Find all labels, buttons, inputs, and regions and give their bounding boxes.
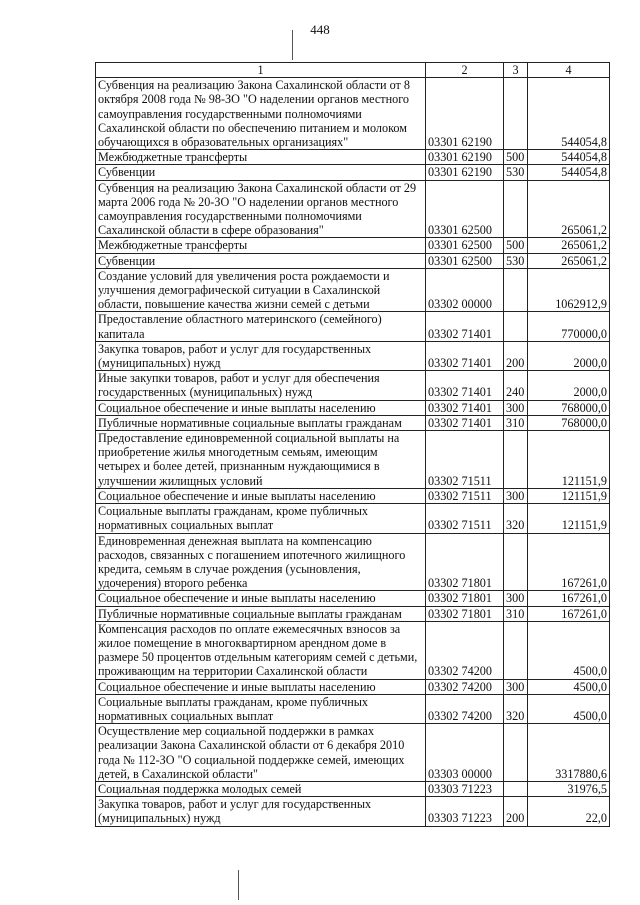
row-expense-type-cell: 300	[504, 679, 528, 694]
scan-artifact-line	[292, 30, 293, 60]
row-name-cell: Предоставление областного материнского (семейного) капитала	[96, 312, 426, 341]
table-row	[96, 431, 610, 489]
row-expense-type-cell: 300	[504, 591, 528, 606]
row-name-cell: Социальное обеспечение и иные выплаты населению	[96, 591, 426, 606]
header-col-4: 4	[528, 63, 610, 78]
row-name-cell: Создание условий для увеличения роста рождаемости и улучшения демографической ситуации в Сахалинской области, повышение качества жизни семей с детьми	[96, 268, 426, 312]
row-name-cell: Единовременная денежная выплата на компенсацию расходов, связанных с погашением ипотечного жилищного кредита, семьям в случае рождения (усыновления, удочерения) второго ребенка	[96, 533, 426, 591]
row-amount-cell: 4500,0	[528, 679, 610, 694]
row-expense-type-cell: 500	[504, 150, 528, 165]
row-expense-type-cell	[504, 724, 528, 782]
row-expense-type-cell: 200	[504, 341, 528, 370]
row-amount-cell: 4500,0	[528, 694, 610, 723]
row-code-cell: 03302 71401	[426, 312, 504, 341]
row-expense-type-cell: 300	[504, 488, 528, 503]
row-name-cell: Закупка товаров, работ и услуг для государственных (муниципальных) нужд	[96, 797, 426, 826]
row-amount-cell: 121151,9	[528, 488, 610, 503]
row-code-cell: 03302 71401	[426, 415, 504, 430]
row-expense-type-cell	[504, 180, 528, 238]
row-amount-cell: 544054,8	[528, 165, 610, 180]
row-name-cell: Предоставление единовременной социальной выплаты на приобретение жилья многодетным семьям, имеющим четырех и более детей, признанным нуждающимися в улучшении жилищных условий	[96, 431, 426, 489]
row-name-cell: Субвенция на реализацию Закона Сахалинской области от 8 октября 2008 года № 98-ЗО "О наделении органов местного самоуправления государственными полномочиями Сахалинской области по обеспечению питанием и молоком обучающихся в образовательных организациях"	[96, 78, 426, 150]
row-amount-cell: 770000,0	[528, 312, 610, 341]
table-row	[96, 400, 610, 415]
row-code-cell: 03301 62500	[426, 180, 504, 238]
row-amount-cell: 22,0	[528, 797, 610, 826]
header-col-3: 3	[504, 63, 528, 78]
row-expense-type-cell: 320	[504, 694, 528, 723]
row-code-cell: 03302 71511	[426, 488, 504, 503]
row-code-cell: 03302 71511	[426, 431, 504, 489]
row-code-cell: 03302 74200	[426, 679, 504, 694]
row-code-cell: 03302 71401	[426, 341, 504, 370]
table-row	[96, 591, 610, 606]
row-code-cell: 03302 71801	[426, 591, 504, 606]
row-expense-type-cell: 320	[504, 504, 528, 533]
row-amount-cell: 167261,0	[528, 591, 610, 606]
row-amount-cell: 2000,0	[528, 341, 610, 370]
row-code-cell: 03302 71801	[426, 533, 504, 591]
table-row	[96, 165, 610, 180]
row-amount-cell: 167261,0	[528, 606, 610, 621]
row-expense-type-cell	[504, 533, 528, 591]
row-name-cell: Межбюджетные трансферты	[96, 150, 426, 165]
table-body	[96, 78, 610, 826]
row-amount-cell: 3317880,6	[528, 724, 610, 782]
row-expense-type-cell	[504, 781, 528, 796]
row-code-cell: 03302 71801	[426, 606, 504, 621]
header-col-1: 1	[96, 63, 426, 78]
row-name-cell: Социальные выплаты гражданам, кроме публичных нормативных социальных выплат	[96, 504, 426, 533]
table-row	[96, 606, 610, 621]
row-code-cell: 03302 71511	[426, 504, 504, 533]
row-code-cell: 03303 71223	[426, 781, 504, 796]
row-code-cell: 03303 00000	[426, 724, 504, 782]
table-row	[96, 180, 610, 238]
row-expense-type-cell: 310	[504, 415, 528, 430]
row-code-cell: 03301 62500	[426, 238, 504, 253]
table-row	[96, 781, 610, 796]
table-header-row	[96, 63, 610, 78]
row-code-cell: 03302 74200	[426, 694, 504, 723]
row-name-cell: Субвенции	[96, 165, 426, 180]
table-row	[96, 533, 610, 591]
row-amount-cell: 121151,9	[528, 431, 610, 489]
row-name-cell: Субвенции	[96, 253, 426, 268]
row-expense-type-cell: 500	[504, 238, 528, 253]
row-name-cell: Социальное обеспечение и иные выплаты населению	[96, 400, 426, 415]
table-row	[96, 253, 610, 268]
row-code-cell: 03301 62190	[426, 150, 504, 165]
row-name-cell: Осуществление мер социальной поддержки в рамках реализации Закона Сахалинской области от 6 декабря 2010 года № 112-ЗО "О социальной поддержке семей, имеющих детей, в Сахалинской области"	[96, 724, 426, 782]
row-amount-cell: 768000,0	[528, 415, 610, 430]
row-amount-cell: 768000,0	[528, 400, 610, 415]
row-name-cell: Публичные нормативные социальные выплаты гражданам	[96, 606, 426, 621]
row-code-cell: 03302 71401	[426, 371, 504, 400]
row-expense-type-cell: 530	[504, 253, 528, 268]
row-name-cell: Компенсация расходов по оплате ежемесячных взносов за жилое помещение в многоквартирном арендном доме в размере 50 процентов отдельным категориям семей с детьми, проживающим на территории Сахалинской области	[96, 621, 426, 679]
row-name-cell: Иные закупки товаров, работ и услуг для обеспечения государственных (муниципальных) нужд	[96, 371, 426, 400]
row-code-cell: 03301 62190	[426, 165, 504, 180]
row-name-cell: Закупка товаров, работ и услуг для государственных (муниципальных) нужд	[96, 341, 426, 370]
row-expense-type-cell	[504, 621, 528, 679]
row-expense-type-cell	[504, 78, 528, 150]
table-row	[96, 312, 610, 341]
row-code-cell: 03302 00000	[426, 268, 504, 312]
row-name-cell: Публичные нормативные социальные выплаты гражданам	[96, 415, 426, 430]
row-code-cell: 03302 71401	[426, 400, 504, 415]
row-code-cell: 03303 71223	[426, 797, 504, 826]
table-row	[96, 488, 610, 503]
table-row	[96, 150, 610, 165]
table-row	[96, 679, 610, 694]
page-number: 448	[310, 22, 330, 37]
row-name-cell: Межбюджетные трансферты	[96, 238, 426, 253]
row-name-cell: Субвенция на реализацию Закона Сахалинской области от 29 марта 2006 года № 20-ЗО "О наделении органов местного самоуправления государственными полномочиями Сахалинской области в сфере образования"	[96, 180, 426, 238]
table-row	[96, 504, 610, 533]
table-row	[96, 724, 610, 782]
row-expense-type-cell: 240	[504, 371, 528, 400]
row-name-cell: Социальное обеспечение и иные выплаты населению	[96, 679, 426, 694]
row-name-cell: Социальное обеспечение и иные выплаты населению	[96, 488, 426, 503]
header-col-2: 2	[426, 63, 504, 78]
table-row	[96, 268, 610, 312]
row-expense-type-cell: 200	[504, 797, 528, 826]
table-row	[96, 694, 610, 723]
row-expense-type-cell: 300	[504, 400, 528, 415]
row-expense-type-cell: 310	[504, 606, 528, 621]
row-code-cell: 03302 74200	[426, 621, 504, 679]
row-code-cell: 03301 62190	[426, 78, 504, 150]
row-expense-type-cell	[504, 268, 528, 312]
table-row	[96, 415, 610, 430]
row-expense-type-cell: 530	[504, 165, 528, 180]
budget-table	[95, 62, 610, 827]
table-row	[96, 797, 610, 826]
row-name-cell: Социальные выплаты гражданам, кроме публичных нормативных социальных выплат	[96, 694, 426, 723]
row-code-cell: 03301 62500	[426, 253, 504, 268]
row-amount-cell: 121151,9	[528, 504, 610, 533]
row-amount-cell: 4500,0	[528, 621, 610, 679]
scan-artifact-line	[238, 870, 239, 900]
row-expense-type-cell	[504, 431, 528, 489]
table-row	[96, 621, 610, 679]
table-row	[96, 238, 610, 253]
row-expense-type-cell	[504, 312, 528, 341]
row-amount-cell: 544054,8	[528, 150, 610, 165]
row-amount-cell: 265061,2	[528, 238, 610, 253]
row-amount-cell: 544054,8	[528, 78, 610, 150]
row-amount-cell: 265061,2	[528, 180, 610, 238]
table-row	[96, 341, 610, 370]
row-name-cell: Социальная поддержка молодых семей	[96, 781, 426, 796]
row-amount-cell: 1062912,9	[528, 268, 610, 312]
table-row	[96, 78, 610, 150]
row-amount-cell: 2000,0	[528, 371, 610, 400]
row-amount-cell: 167261,0	[528, 533, 610, 591]
table-row	[96, 371, 610, 400]
row-amount-cell: 31976,5	[528, 781, 610, 796]
row-amount-cell: 265061,2	[528, 253, 610, 268]
